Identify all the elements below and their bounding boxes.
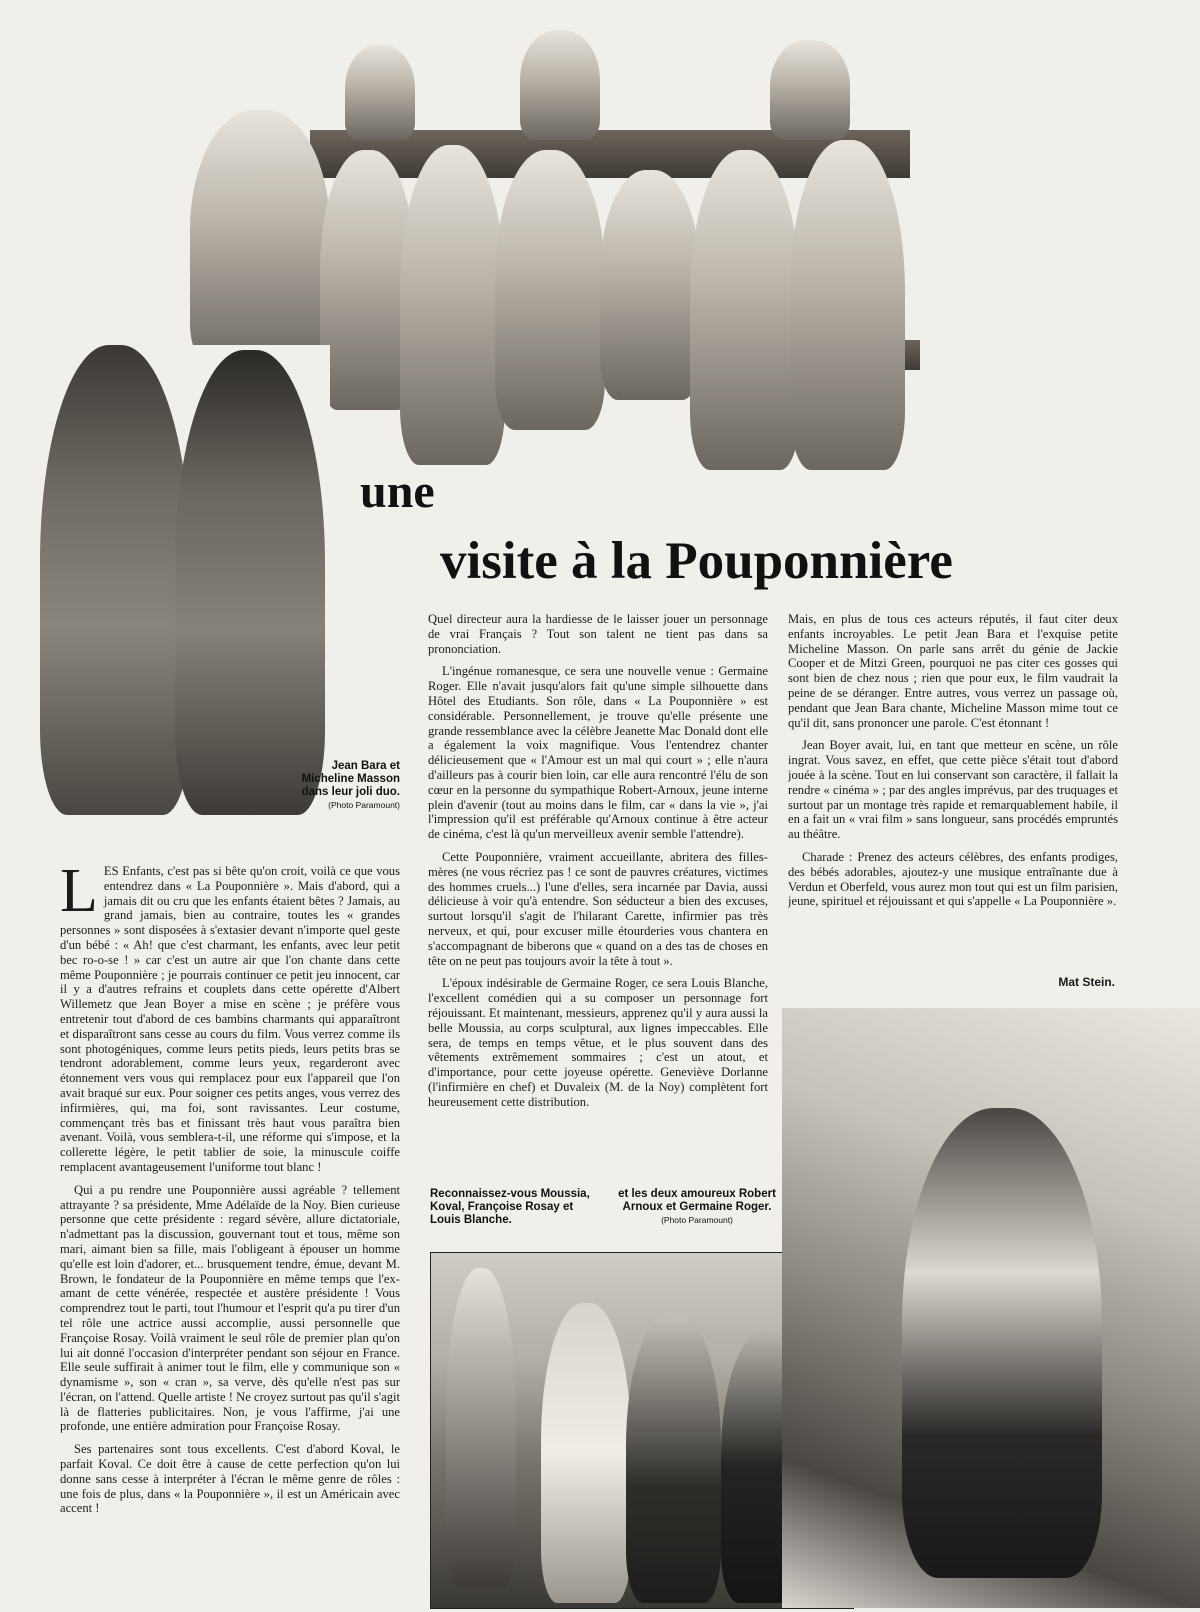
figure bbox=[541, 1303, 631, 1603]
child-figure bbox=[400, 145, 505, 465]
title-line-2: visite à la Pouponnière bbox=[440, 532, 953, 590]
child-figure bbox=[790, 140, 905, 470]
article-paragraph: Mais, en plus de tous ces acteurs réputés, il faut citer deux enfants incroyables. Le petit Jean Bara et l'exquise petite Micheline Masson. On parle sans arrêt du génie de Jackie Cooper et de Mitzi Green, pourquoi ne pas citer ces gosses qui sont bien de chez nous ; rien que pour eux, le film vaudrait la peine de se déranger. Entre autres, vous verrez un passage où, pendant que Jean Bara chante, Micheline Masson mime tout ce qu'il dit, sans prononcer une parole. C'est étonnant ! bbox=[788, 612, 1118, 730]
child-figure bbox=[600, 170, 700, 400]
child-figure bbox=[495, 150, 605, 430]
child-figure bbox=[345, 45, 415, 140]
child-figure bbox=[770, 40, 850, 140]
girl-figure-right bbox=[175, 350, 325, 815]
caption-duo-text: Jean Bara et Micheline Masson dans leur joli duo. bbox=[301, 760, 400, 798]
article-paragraph: Qui a pu rendre une Pouponnière aussi agréable ? tellement attrayante ? sa présidente, Mme Adélaïde de la Noy. Bien curieuse personne que cette présidente : regard sévère, allure dictatoriale, n'admettant pas la discussion, gouvernant tout et tous, même son mari, aimant bien sa fille, mais l'obligeant à épouser un homme qu'elle est loin d'adorer, et... brusquement tendre, émue, devant M. Brown, le fondateur de la Pouponnière en même temps que l'ex-amant de cette vénérée, respectée et austère présidente ! Vous comprendrez tout le parti, tout l'humour et l'esprit qu'a pu tirer d'un tel rôle une actrice aussi accomplie, aussi personnelle que Françoise Rosay. Voilà vraiment le seul rôle de premier plan qu'on lui ait donné l'occasion d'interpréter pendant son séjour en France. Elle seule suffirait à animer tout le film, elle y communique son « dynamisme », son « cran », sa verve, dès qu'elle n'est pas sur l'écran, on l'attend. Quelle artiste ! Ne croyez surtout pas qu'il s'agit là de flatteries publicitaires. Non, je vous l'affirme, j'ai une profonde, une entière admiration pour Françoise Rosay. bbox=[60, 1182, 400, 1434]
caption-duo-credit: (Photo Paramount) bbox=[328, 800, 400, 810]
photo-couple bbox=[782, 1008, 1200, 1608]
title-line-1: une bbox=[360, 465, 435, 518]
author-signature: Mat Stein. bbox=[1058, 975, 1115, 989]
article-paragraph: Charade : Prenez des acteurs célèbres, des enfants prodiges, des bébés adorables, ajoutez-y une musique entraînante due à Verdun et Oberfeld, vous aurez mon tout qui est un film parisien, jeune, spirituel et réjouissant et qui s'appelle « La Pouponnière ». bbox=[788, 849, 1118, 909]
article-column-2 bbox=[428, 612, 768, 1167]
caption-duo bbox=[300, 760, 400, 812]
child-figure bbox=[190, 110, 330, 370]
drop-cap: L bbox=[60, 864, 98, 925]
caption-couple bbox=[612, 1188, 782, 1227]
article-paragraph: L'époux indésirable de Germaine Roger, ce sera Louis Blanche, l'excellent comédien qui a su composer un personnage fort réjouissant. Et maintenant, messieurs, apprenez qu'il y aura aussi la belle Moussia, au corps sculptural, aux lignes impeccables. Elle sera, de temps en temps vêtue, et le plus souvent dans des vêtements extrêmement sommaires ; c'est un atout, et d'importance, pour cette joyeuse opérette. Geneviève Dorlanne (l'infirmière en chef) et Duvaleix (M. de la Noy) complètent fort heureusement cette distribution. bbox=[428, 976, 768, 1109]
caption-couple-text: et les deux amoureux Robert Arnoux et Germaine Roger. bbox=[618, 1188, 776, 1213]
article-paragraph: L'ingénue romanesque, ce sera une nouvelle venue : Germaine Roger. Elle n'avait jusqu'alors fait qu'une simple silhouette dans Hôtel des Etudiants. Son rôle, dans « La Pouponnière » est considérable. Personnellement, je trouve qu'elle présente une grande ressemblance avec la célèbre Jeanette Mac Donald dont elle a également la voix magnifique. Vous l'entendrez chanter délicieusement que « l'Amour est un mal qui court » ; elle n'aura d'ailleurs pas à courir bien loin, car elle aura rencontré l'élu de son cœur en la personne du sympathique Robert-Arnoux, jeune interne plein d'avenir (tout au moins dans le film, car « dans la vie », j'ai l'impression qu'il est préférable qu'Arnoux continue à être acteur de cinéma, c'est là qu'un merveilleux avenir semble l'attendre). bbox=[428, 664, 768, 842]
caption-group: Reconnaissez-vous Moussia, Koval, Françoise Rosay et Louis Blanche. bbox=[430, 1188, 590, 1226]
article-paragraph: Jean Boyer avait, lui, en tant que metteur en scène, un rôle ingrat. Vous savez, en effet, que cette pièce s'était tout d'abord jouée à la scène. Tout en lui conservant son caractère, il fallait la rendre « cinéma » ; par des angles imprévus, par des truquages et surtout par un montage très rapide et remarquablement habile, il en a fait un « vrai film » sans longueur, sans procédés empruntés au théâtre. bbox=[788, 738, 1118, 842]
article-paragraph: Quel directeur aura la hardiesse de le laisser jouer un personnage de vrai Français ? Tout son talent ne tient pas dans sa prononciation. bbox=[428, 612, 768, 656]
photo-duo bbox=[30, 345, 330, 820]
article-paragraph: LES Enfants, c'est pas si bête qu'on croit, voilà ce que vous entendrez dans « La Pouponnière ». Mais d'abord, qui a jamais dit ou cru que les enfants étaient bêtes ? Jamais, au grand jamais, bien au contraire, toutes les « grandes personnes » sont disposées à s'extasier devant n'importe quel geste d'un bébé : « Ah! que c'est charmant, les enfants, avec leur petit bec ro-o-se ! » car c'est un autre air que l'on chante dans cette même Pouponnière ; je pourrais continuer ce petit jeu innocent, car il y a d'autres refrains et couplets dans cette opérette d'Albert Willemetz que Jean Boyer a mise en scène ; je préfère vous entretenir tout d'abord de ces bambins charmants qui apparaîtront et disparaîtront sans cesse au cours du film. Vous verrez comme ils sont photogéniques, comme leurs petits pieds, leurs petits bras se tendront adorablement, comme leurs yeux, regarderont avec étonnement vers vous qui remplacez pour eux l'appareil que l'on avait braqué sur eux. Pour soigner ces petits anges, vous verrez des infirmières, qui, ma foi, sont ravissantes. Leur costume, commençant très bas et finissant très haut vous paraîtra bien avenant. Voilà, vous semblera-t-il, une réforme qui s'impose, et la collerette légère, le petit tablier de soie, la minuscule coiffe remplacent avantageusement l'uniforme tout blanc ! bbox=[60, 864, 400, 1174]
figure bbox=[446, 1268, 516, 1588]
child-figure bbox=[690, 150, 800, 470]
caption-couple-credit: (Photo Paramount) bbox=[661, 1215, 733, 1225]
article-column-1 bbox=[60, 864, 400, 1612]
article-paragraph: Ses partenaires sont tous excellents. C'est d'abord Koval, le parfait Koval. Ce doit être à cause de cette perfection qu'on lui donne sans cesse à interpréter à l'écran le même genre de rôles : une fois de plus, dans « la Pouponnière », il est un Américain avec accent ! bbox=[60, 1442, 400, 1516]
child-figure bbox=[520, 30, 600, 140]
girl-figure-left bbox=[40, 345, 190, 815]
article-column-3 bbox=[788, 612, 1118, 972]
couple-figures bbox=[902, 1108, 1102, 1578]
figure bbox=[626, 1313, 721, 1603]
article-paragraph: Cette Pouponnière, vraiment accueillante, abritera des filles-mères (ne vous récriez pas ! ce sont de pauvres créatures, victimes des hommes cruels...) l'une d'elles, sera incarnée par Davia, aussi délicieuse à voir qu'à entendre. Son séducteur a bien des excuses, surtout lorsqu'il s'agit de l'hilarant Carette, infirmier pas très nerveux, et qui, pour excuser mille étourderies vous chantera en s'accompagnant de biberons que « quand on a des tas de choses en tête on ne peut pas toujours avoir la tête à tout ». bbox=[428, 849, 768, 968]
